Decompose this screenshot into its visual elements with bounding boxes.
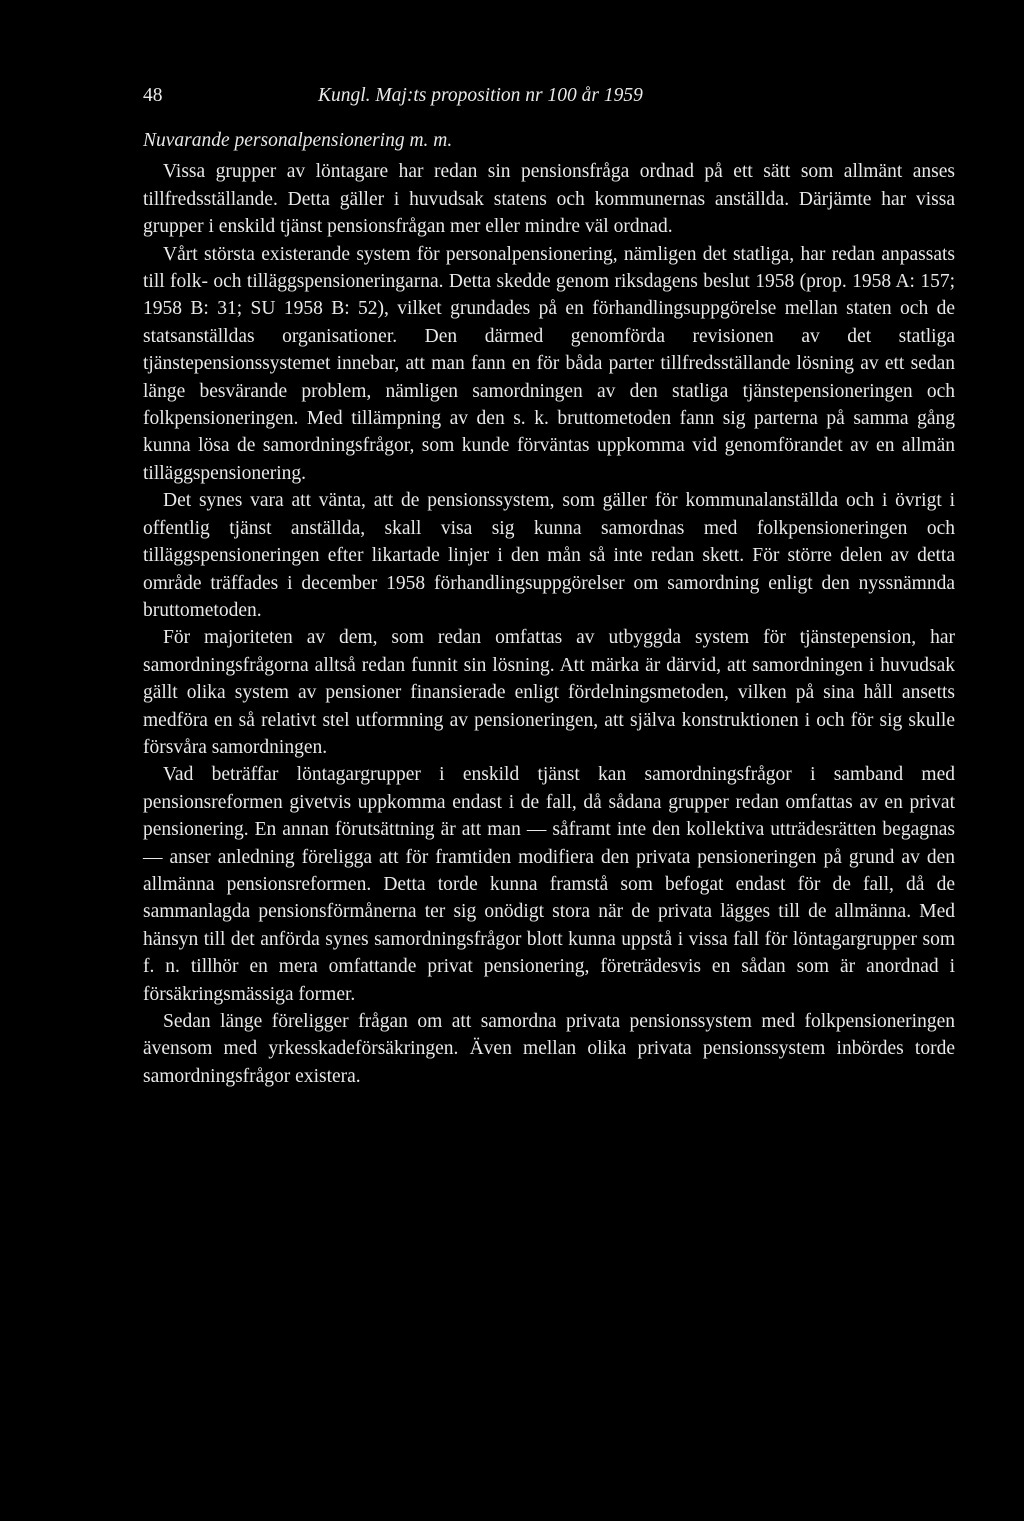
- document-page: [143, 82, 955, 1090]
- section-heading: Nuvarande personalpensionering m. m.: [143, 130, 453, 151]
- paragraph-private-employment: Vad beträffar löntagargrupper i enskild tjänst kan samordningsfrågor i samband med pensionsreformen givetvis uppkomma endast i de fall, då sådana grupper redan omfattas av en privat pensionering. En annan förutsättning är att man — såframt inte den kollektiva utträdesrätten begagnas — anser anledning föreligga att för framtiden modifiera den privata pensioneringen på grund av den allmänna pensionsreformen. Detta torde kunna framstå som befogat endast för de fall, då de sammanlagda pensionsförmånerna ter sig onödigt stora när de privata lägges till de allmänna. Med hänsyn till det anförda synes samordningsfrågor blott kunna uppstå i vissa fall för löntagargrupper som f. n. tillhör en mera omfattande privat pensionering, företrädesvis en sådan som är anordnad i försäkringsmässiga former.: [143, 764, 955, 1005]
- paragraph-existing-arrangements: Vissa grupper av löntagare har redan sin pensionsfråga ordnad på ett sätt som allmänt anses tillfredsställande. Detta gäller i huvudsak statens och kommunernas anställda. Därjämte har vissa grupper i enskild tjänst pensionsfrågan mer eller mindre väl ordnad.: [143, 161, 955, 238]
- running-head: [143, 82, 955, 110]
- paragraph-state-system: Vårt största existerande system för personalpensionering, nämligen det statliga, har redan anpassats till folk- och tilläggspensioneringarna. Detta skedde genom riksdagens beslut 1958 (prop. 1958 A: 157; 1958 B: 31; SU 1958 B: 52), vilket grundades på en förhandlingsuppgörelse mellan staten och de statsanställdas organisationer. Den därmed genomförda revisionen av det statliga tjänstepensionssystemet innebar, att man fann en för båda parter tillfredsställande lösning av ett sedan länge besvärande problem, nämligen samordningen av den statliga tjänstepensioneringen och folkpensioneringen. Med tillämpning av den s. k. bruttometoden fann sig parterna på samma gång kunna lösa de samordningsfrågor, som kunde förväntas uppkomma vid genomförandet av en allmän tilläggspensionering.: [143, 243, 955, 484]
- paragraph-private-pension-coordination: Sedan länge föreligger frågan om att samordna privata pensionssystem med folkpensioneringen ävensom med yrkesskadeförsäkringen. Även mellan olika privata pensionssystem inbördes torde samordningsfrågor existera.: [143, 1011, 955, 1087]
- running-title: Kungl. Maj:ts proposition nr 100 år 1959: [318, 85, 643, 106]
- paragraph-coordination-solved: För majoriteten av dem, som redan omfattas av utbyggda system för tjänstepension, har samordningsfrågorna alltså redan funnit sin lösning. Att märka är därvid, att samordningen i huvudsak gällt olika system av pensioner finansierade enligt fördelningsmetoden, vilken på sina håll ansetts medföra en så relativt stel utformning av pensioneringen, att själva konstruktionen i och för sig skulle försvåra samordningen.: [143, 627, 955, 758]
- paragraph-municipal-systems: Det synes vara att vänta, att de pensionssystem, som gäller för kommunalanställda och i övrigt i offentlig tjänst anställda, skall visa sig kunna samordnas med folkpensioneringen och tilläggspensioneringen efter likartade linjer i den mån så inte redan skett. För större delen av detta område träffades i december 1958 förhandlingsuppgörelser om samordning enligt den nyssnämnda bruttometoden.: [143, 490, 955, 621]
- page-number: 48: [143, 85, 163, 106]
